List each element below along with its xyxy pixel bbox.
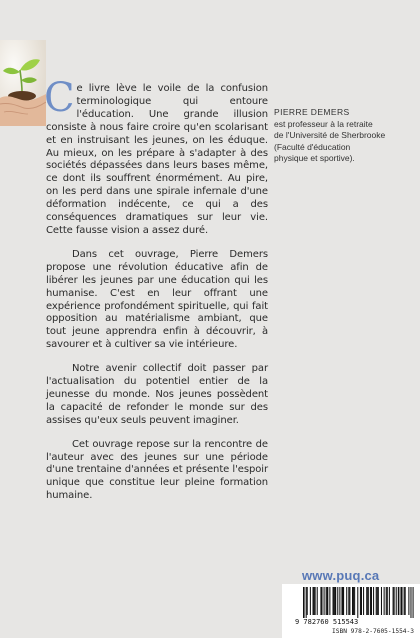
barcode-bar xyxy=(377,587,378,615)
author-bio xyxy=(274,107,414,164)
barcode-bar xyxy=(349,587,350,615)
barcode-bar xyxy=(341,587,342,615)
author-name: PIERRE DEMERS xyxy=(274,107,350,117)
barcode-bar xyxy=(408,587,409,615)
barcode-bar xyxy=(381,587,382,615)
barcode-bar xyxy=(360,587,361,615)
barcode-bar xyxy=(352,587,353,615)
barcode-bar xyxy=(315,587,316,615)
barcode-bar xyxy=(378,587,379,615)
barcode-bar xyxy=(368,587,369,615)
barcode-bar xyxy=(398,587,400,615)
barcode-digits: 9 782760 515543 xyxy=(295,618,359,626)
back-cover-blurb xyxy=(44,75,268,514)
barcode-bar xyxy=(400,587,401,615)
barcode-bar xyxy=(317,587,318,615)
barcode-bar xyxy=(371,587,372,615)
barcode-bar xyxy=(405,587,406,615)
barcode-bar xyxy=(306,587,307,618)
barcode-bar xyxy=(346,587,347,615)
barcode-bar xyxy=(307,587,308,615)
barcode-bar xyxy=(376,587,377,615)
barcode-bar xyxy=(339,587,340,615)
barcode-bar xyxy=(386,587,387,615)
isbn-text: ISBN 978-2-7605-1554-3 xyxy=(332,628,414,635)
barcode-bar xyxy=(370,587,371,615)
barcode-bar xyxy=(357,587,358,618)
blurb-paragraph-3: Notre avenir collectif doit passer par l'actualisation du potentiel entier de la jeunesse du monde. Nos jeunes possèdent la capacité de refonder le monde sur des assises qu'eux seuls peuvent imaginer. xyxy=(46,363,268,426)
barcode-bar xyxy=(303,587,305,618)
barcode-bar xyxy=(366,587,368,615)
barcode-bar xyxy=(335,587,337,615)
barcode-bar xyxy=(394,587,395,615)
author-bio-line: de l'Université de Sherbrooke xyxy=(274,130,386,141)
blurb-paragraph-1 xyxy=(44,75,268,238)
barcode-bar xyxy=(324,587,325,615)
barcode-bar xyxy=(387,587,388,615)
barcode-bar xyxy=(373,587,374,615)
blurb-paragraph-2: Dans cet ouvrage, Pierre Demers propose une révolution éducative afin de libérer les jeunes par une éducation qui les humanise. C'est en leur offrant une expérience profondément spirituelle, qui fait opposition au matérialisme ambiant, que tout jeune apprendra enfin à découvrir, à savourer et à cultiver sa vie intérieure. xyxy=(46,248,268,351)
author-bio-line: (Faculté d'éducation xyxy=(274,141,351,152)
barcode-bar xyxy=(333,587,334,615)
barcode-bar xyxy=(348,587,349,615)
barcode-bar xyxy=(327,587,329,615)
barcode-bar xyxy=(354,587,355,615)
publisher-url[interactable]: www.puq.ca xyxy=(302,568,380,583)
barcode-bar xyxy=(329,587,330,615)
blurb-paragraph-4: Cet ouvrage repose sur la rencontre de l'auteur avec des jeunes sur une période d'une trentaine d'années et présente l'espoir unique que constitue leur pleine formation humaine. xyxy=(46,438,268,502)
author-bio-line: physique et sportive). xyxy=(274,152,355,163)
barcode-bar xyxy=(353,587,354,615)
barcode-bar xyxy=(313,587,314,615)
author-bio-line: est professeur à la retraite xyxy=(274,119,373,130)
barcode-bar xyxy=(384,587,385,615)
hands-holding-seedling-icon xyxy=(0,40,46,126)
barcode-icon xyxy=(293,587,415,627)
barcode-bar xyxy=(402,587,403,615)
barcode-bar xyxy=(361,587,362,615)
barcode-bar xyxy=(389,587,390,615)
barcode-bar xyxy=(396,587,397,615)
barcode-bar xyxy=(310,587,311,615)
barcode-bar xyxy=(337,587,338,615)
barcode-bar xyxy=(393,587,394,615)
blurb-paragraph-1-text: e livre lève le voile de la confusion terminologique qui entoure l'éducation. Une grande illusion consiste à nous faire croire qu'en scolarisant et en instruisant les jeunes, on les éduque. Au mieux, on les prépare à s'adapter à des sociétés dépassées dans leurs bases même, ce dont ils souffrent énormément. Au pire, on les perd dans une spirale infernale d'une déformation indécente, ce qui a des conséquences dramatiques sur leur vie. Cette fausse vision a assez duré. xyxy=(46,83,268,236)
barcode-bar xyxy=(404,587,405,615)
barcode-bar xyxy=(320,587,321,615)
barcode-bar xyxy=(343,587,345,615)
drop-cap: C xyxy=(44,75,75,121)
barcode-bar xyxy=(334,587,335,615)
barcode-bar xyxy=(326,587,327,615)
barcode-bar xyxy=(413,587,414,618)
barcode-bar xyxy=(321,587,322,615)
barcode-bar xyxy=(314,587,315,615)
barcode-bar xyxy=(410,587,411,618)
barcode-bar xyxy=(363,587,364,615)
barcode-panel xyxy=(282,584,420,638)
